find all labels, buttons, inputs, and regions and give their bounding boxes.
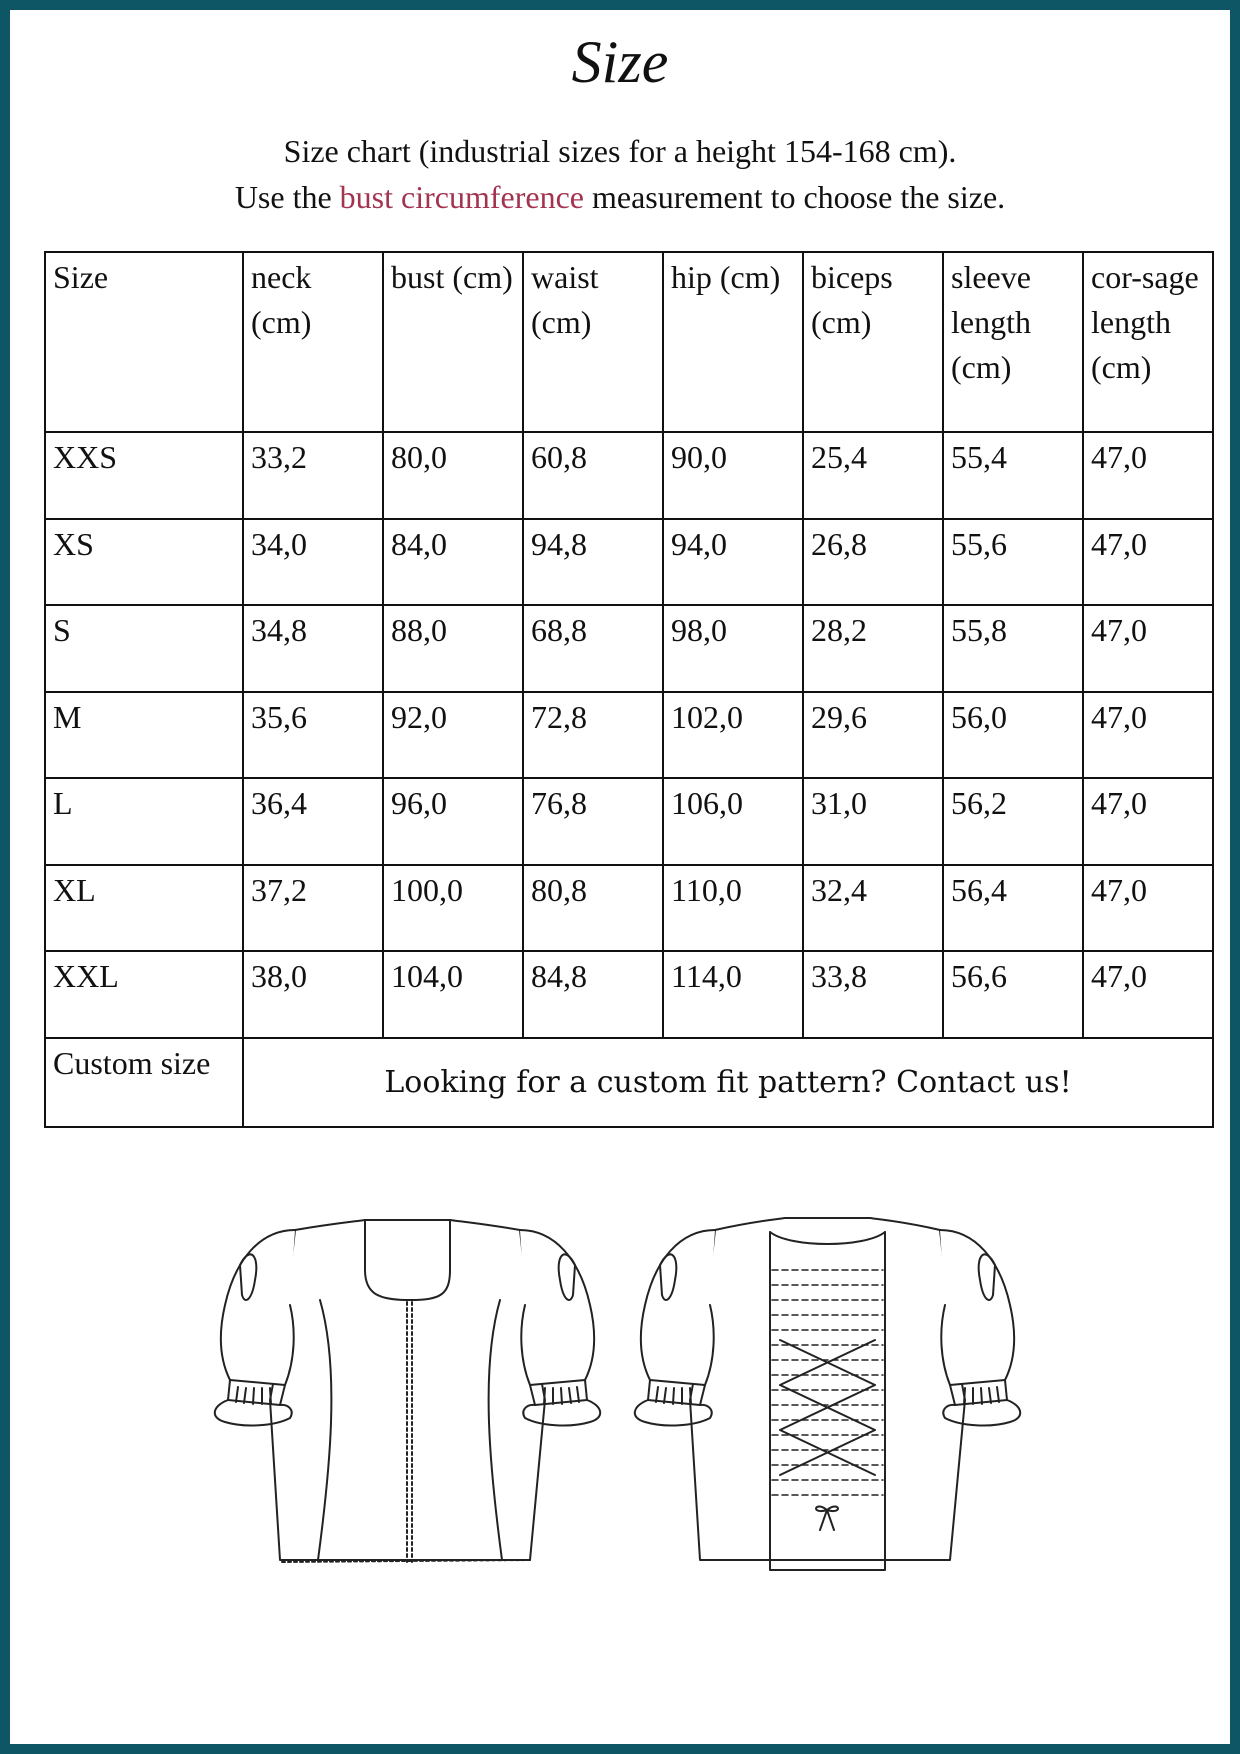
cell-bust: 80,0 [383, 432, 523, 519]
cell-biceps: 33,8 [803, 951, 943, 1038]
cell-neck: 35,6 [243, 692, 383, 779]
cell-waist: 72,8 [523, 692, 663, 779]
cell-hip: 90,0 [663, 432, 803, 519]
header-bust: bust (cm) [383, 252, 523, 432]
cell-bust: 92,0 [383, 692, 523, 779]
cell-waist: 94,8 [523, 519, 663, 606]
line2-suffix: measurement to choose the size. [583, 179, 1006, 215]
cell-bust: 100,0 [383, 865, 523, 952]
cell-neck: 34,8 [243, 605, 383, 692]
header-neck: neck (cm) [243, 252, 383, 432]
cell-corsage-length: 47,0 [1083, 605, 1213, 692]
table-row [45, 432, 1213, 519]
bust-circumference-highlight: bust circumference [339, 179, 584, 215]
cell-sleeve-length: 56,6 [943, 951, 1083, 1038]
custom-size-row [45, 1038, 1213, 1127]
cell-size: S [45, 605, 243, 692]
cell-sleeve-length: 56,4 [943, 865, 1083, 952]
custom-size-label: Custom size [45, 1038, 243, 1127]
cell-corsage-length: 47,0 [1083, 692, 1213, 779]
cell-corsage-length: 47,0 [1083, 432, 1213, 519]
cell-size: M [45, 692, 243, 779]
cell-sleeve-length: 55,6 [943, 519, 1083, 606]
header-corsage-length: cor-sage length (cm) [1083, 252, 1213, 432]
table-row [45, 951, 1213, 1038]
blouse-illustration [200, 1210, 1040, 1610]
header-row [45, 252, 1213, 432]
cell-bust: 96,0 [383, 778, 523, 865]
cell-size: XS [45, 519, 243, 606]
cell-biceps: 31,0 [803, 778, 943, 865]
header-sleeve-length: sleeve length (cm) [943, 252, 1083, 432]
cell-size: XXS [45, 432, 243, 519]
cell-corsage-length: 47,0 [1083, 951, 1213, 1038]
cell-neck: 36,4 [243, 778, 383, 865]
cell-hip: 94,0 [663, 519, 803, 606]
cell-size: L [45, 778, 243, 865]
cell-bust: 84,0 [383, 519, 523, 606]
cell-biceps: 25,4 [803, 432, 943, 519]
cell-size: XL [45, 865, 243, 952]
cell-hip: 98,0 [663, 605, 803, 692]
cell-waist: 84,8 [523, 951, 663, 1038]
header-size: Size [45, 252, 243, 432]
cell-waist: 60,8 [523, 432, 663, 519]
cell-waist: 80,8 [523, 865, 663, 952]
header-waist: waist (cm) [523, 252, 663, 432]
table-row [45, 692, 1213, 779]
cell-bust: 104,0 [383, 951, 523, 1038]
cell-waist: 76,8 [523, 778, 663, 865]
cell-size: XXL [45, 951, 243, 1038]
cell-hip: 102,0 [663, 692, 803, 779]
cell-biceps: 26,8 [803, 519, 943, 606]
table-row [45, 519, 1213, 606]
cell-hip: 106,0 [663, 778, 803, 865]
page-title: Size [571, 29, 669, 95]
blouse-back-view [635, 1218, 1020, 1570]
cell-corsage-length: 47,0 [1083, 778, 1213, 865]
description-line-1: Size chart (industrial sizes for a height 154-168 cm). [283, 133, 957, 169]
table-row [45, 605, 1213, 692]
cell-biceps: 32,4 [803, 865, 943, 952]
cell-hip: 110,0 [663, 865, 803, 952]
custom-fit-message: Looking for a custom fit pattern? Contact us! [243, 1038, 1213, 1127]
description-line-2 [0, 174, 1240, 220]
cell-corsage-length: 47,0 [1083, 865, 1213, 952]
blouse-front-view [215, 1220, 600, 1562]
cell-sleeve-length: 56,2 [943, 778, 1083, 865]
cell-sleeve-length: 55,4 [943, 432, 1083, 519]
table-row [45, 865, 1213, 952]
header-hip: hip (cm) [663, 252, 803, 432]
cell-neck: 37,2 [243, 865, 383, 952]
size-chart-description [0, 128, 1240, 220]
header-biceps: biceps (cm) [803, 252, 943, 432]
size-table [44, 251, 1214, 1128]
cell-sleeve-length: 56,0 [943, 692, 1083, 779]
cell-biceps: 29,6 [803, 692, 943, 779]
cell-neck: 34,0 [243, 519, 383, 606]
cell-sleeve-length: 55,8 [943, 605, 1083, 692]
cell-waist: 68,8 [523, 605, 663, 692]
table-row [45, 778, 1213, 865]
cell-hip: 114,0 [663, 951, 803, 1038]
cell-neck: 38,0 [243, 951, 383, 1038]
cell-corsage-length: 47,0 [1083, 519, 1213, 606]
cell-bust: 88,0 [383, 605, 523, 692]
cell-neck: 33,2 [243, 432, 383, 519]
line2-prefix: Use the [234, 179, 340, 215]
cell-biceps: 28,2 [803, 605, 943, 692]
